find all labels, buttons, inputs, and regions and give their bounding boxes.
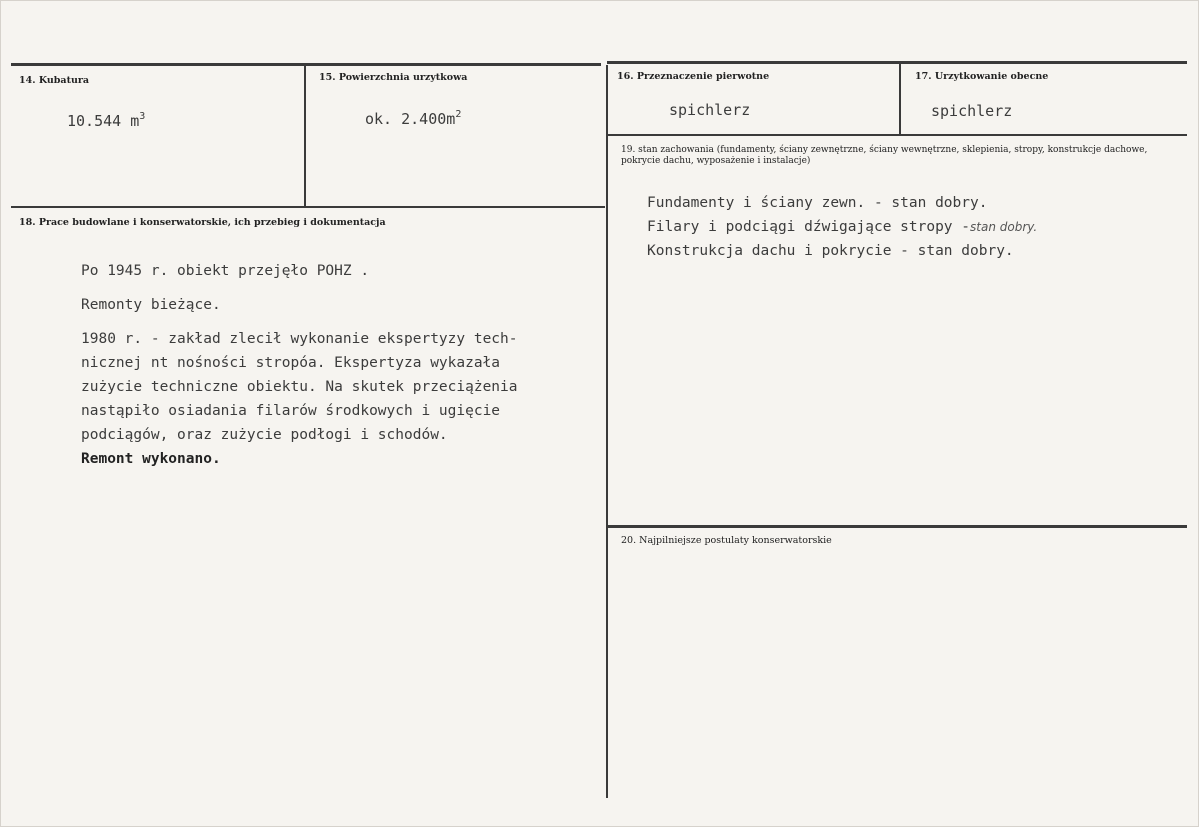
rule-under-16-17 [607, 134, 1187, 136]
field-16-value: spichlerz [669, 101, 751, 119]
rule-above-20 [607, 525, 1187, 528]
state-line-2 [647, 215, 1187, 239]
field-15-label: 15. Powierzchnia urzytkowa [319, 72, 468, 83]
field-18-text [81, 259, 601, 471]
field-15-value [365, 109, 461, 128]
field-18-label: 18. Prace budowlane i konserwatorskie, ich przebieg i dokumentacja [19, 217, 386, 228]
works-line-6: nastąpiło osiadania filarów środkowych i ugięcie [81, 403, 501, 419]
field-19-text [647, 191, 1187, 263]
rule-above-18 [11, 206, 605, 208]
top-rule-left [11, 63, 601, 66]
works-line-2: Remonty bieżące. [81, 297, 221, 313]
works-line-1: Po 1945 r. obiekt przejęło POHZ . [81, 263, 370, 279]
field-17-label: 17. Urzytkowanie obecne [915, 71, 1049, 82]
works-line-5: zużycie techniczne obiektu. Na skutek przeciążenia [81, 379, 518, 395]
field-20-label: 20. Najpilniejsze postulaty konserwatorskie [621, 535, 832, 546]
divider-14-15 [304, 65, 306, 207]
works-line-7: podciągów, oraz zużycie podłogi i schodów. [81, 427, 448, 443]
powierzchnia-value: ok. 2.400m [365, 110, 456, 128]
kubatura-unit-exponent: 3 [139, 111, 146, 122]
powierzchnia-unit-exponent: 2 [455, 109, 462, 120]
divider-16-17 [899, 63, 901, 135]
field-14-label: 14. Kubatura [19, 75, 90, 86]
state-line-1: Fundamenty i ściany zewn. - stan dobry. [647, 195, 988, 211]
field-17-value: spichlerz [931, 102, 1013, 120]
state-line-2-typed: Filary i podciągi dźwigające stropy - [647, 219, 971, 235]
works-line-8: Remont wykonano. [81, 451, 221, 467]
main-vertical-divider [606, 65, 608, 798]
handwritten-note: stan dobry. [970, 220, 1038, 234]
field-19-label: 19. stan zachowania (fundamenty, ściany zewnętrzne, ściany wewnętrzne, sklepienia, stropy, konstrukcje dachowe, pokrycie dachu, wyposażenie i instalacje) [621, 145, 1148, 166]
works-line-3: 1980 r. - zakład zlecił wykonanie ekspertyzy tech- [81, 331, 518, 347]
field-16-label: 16. Przeznaczenie pierwotne [617, 71, 770, 82]
works-line-4: nicznej nt nośności stropóa. Ekspertyza wykazała [81, 355, 501, 371]
kubatura-value: 10.544 m [67, 112, 140, 130]
top-rule-right [607, 61, 1187, 64]
state-line-3: Konstrukcja dachu i pokrycie - stan dobry. [647, 243, 1014, 259]
field-14-value [67, 111, 145, 130]
